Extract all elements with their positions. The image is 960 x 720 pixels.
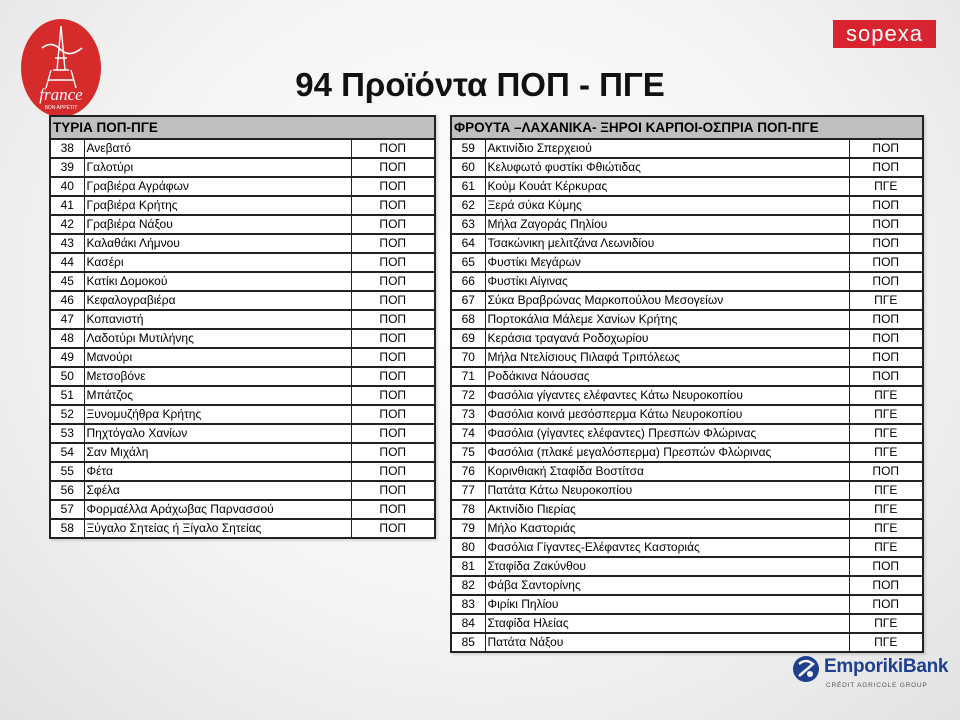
cheese-num-cell: 39 xyxy=(50,158,84,177)
produce-row xyxy=(451,500,923,519)
cheese-type-cell: ΠΟΠ xyxy=(351,424,435,443)
produce-name-cell: Ακτινίδιο Σπερχειού xyxy=(485,139,849,158)
produce-type-cell: ΠΟΠ xyxy=(849,367,923,386)
cheese-name-cell: Φέτα xyxy=(84,462,351,481)
cheese-name-cell: Μανούρι xyxy=(84,348,351,367)
cheese-name-cell: Ξύγαλο Σητείας ή Ξίγαλο Σητείας xyxy=(84,519,351,538)
produce-num-cell: 65 xyxy=(451,253,485,272)
produce-num-cell: 82 xyxy=(451,576,485,595)
produce-num-cell: 75 xyxy=(451,443,485,462)
cheese-row xyxy=(50,367,435,386)
produce-row xyxy=(451,291,923,310)
produce-type-cell: ΠΟΠ xyxy=(849,329,923,348)
produce-row xyxy=(451,595,923,614)
produce-row xyxy=(451,633,923,652)
cheese-name-cell: Ανεβατό xyxy=(84,139,351,158)
produce-num-cell: 67 xyxy=(451,291,485,310)
cheese-name-cell: Λαδοτύρι Μυτιλήνης xyxy=(84,329,351,348)
produce-num-cell: 66 xyxy=(451,272,485,291)
produce-num-cell: 81 xyxy=(451,557,485,576)
sopexa-logo: sopexa xyxy=(833,20,936,48)
cheese-name-cell: Γαλοτύρι xyxy=(84,158,351,177)
produce-type-cell: ΠΟΠ xyxy=(849,253,923,272)
produce-row xyxy=(451,348,923,367)
cheese-name-cell: Ξυνομυζήθρα Κρήτης xyxy=(84,405,351,424)
produce-name-cell: Κούμ Κουάτ Κέρκυρας xyxy=(485,177,849,196)
cheese-name-cell: Γραβιέρα Κρήτης xyxy=(84,196,351,215)
cheese-type-cell: ΠΟΠ xyxy=(351,310,435,329)
produce-num-cell: 61 xyxy=(451,177,485,196)
cheese-num-cell: 55 xyxy=(50,462,84,481)
produce-type-cell: ΠΓΕ xyxy=(849,386,923,405)
produce-num-cell: 69 xyxy=(451,329,485,348)
cheese-num-cell: 48 xyxy=(50,329,84,348)
cheese-row xyxy=(50,519,435,538)
produce-type-cell: ΠΓΕ xyxy=(849,177,923,196)
cheese-type-cell: ΠΟΠ xyxy=(351,196,435,215)
cheese-type-cell: ΠΟΠ xyxy=(351,215,435,234)
produce-num-cell: 83 xyxy=(451,595,485,614)
page-title: 94 Προϊόντα ΠΟΠ - ΠΓΕ xyxy=(295,66,665,103)
cheese-name-cell: Σαν Μιχάλη xyxy=(84,443,351,462)
produce-type-cell: ΠΓΕ xyxy=(849,291,923,310)
cheese-num-cell: 56 xyxy=(50,481,84,500)
produce-row xyxy=(451,519,923,538)
produce-type-cell: ΠΓΕ xyxy=(849,424,923,443)
cheese-name-cell: Μετσοβόνε xyxy=(84,367,351,386)
produce-name-cell: Φασόλια (πλακέ μεγαλόσπερμα) Πρεσπών Φλώρινας xyxy=(485,443,849,462)
france-logo-subtext: BON APPÉTIT xyxy=(44,105,78,111)
cheese-num-cell: 46 xyxy=(50,291,84,310)
produce-name-cell: Κορινθιακή Σταφίδα Βοστίτσα xyxy=(485,462,849,481)
produce-num-cell: 71 xyxy=(451,367,485,386)
cheese-type-cell: ΠΟΠ xyxy=(351,481,435,500)
produce-row xyxy=(451,215,923,234)
produce-row xyxy=(451,177,923,196)
cheese-name-cell: Σφέλα xyxy=(84,481,351,500)
cheese-table xyxy=(49,115,436,539)
produce-name-cell: Φασόλια (γίγαντες ελέφαντες) Πρεσπών Φλώρινας xyxy=(485,424,849,443)
cheese-name-cell: Κατίκι Δομοκού xyxy=(84,272,351,291)
produce-row xyxy=(451,386,923,405)
produce-name-cell: Πορτοκάλια Μάλεμε Χανίων Κρήτης xyxy=(485,310,849,329)
cheese-num-cell: 40 xyxy=(50,177,84,196)
produce-name-cell: Κελυφωτό φυστίκι Φθιώτιδας xyxy=(485,158,849,177)
cheese-num-cell: 41 xyxy=(50,196,84,215)
produce-name-cell: Μήλο Καστοριάς xyxy=(485,519,849,538)
produce-type-cell: ΠΓΕ xyxy=(849,481,923,500)
cheese-row xyxy=(50,386,435,405)
cheese-row xyxy=(50,139,435,158)
produce-num-cell: 74 xyxy=(451,424,485,443)
produce-type-cell: ΠΓΕ xyxy=(849,519,923,538)
france-logo-text: france xyxy=(39,85,83,104)
cheese-type-cell: ΠΟΠ xyxy=(351,405,435,424)
produce-row xyxy=(451,576,923,595)
produce-num-cell: 60 xyxy=(451,158,485,177)
produce-type-cell: ΠΓΕ xyxy=(849,614,923,633)
cheese-name-cell: Κοπανιστή xyxy=(84,310,351,329)
cheese-num-cell: 54 xyxy=(50,443,84,462)
produce-num-cell: 70 xyxy=(451,348,485,367)
produce-name-cell: Φυστίκι Μεγάρων xyxy=(485,253,849,272)
produce-name-cell: Πατάτα Κάτω Νευροκοπίου xyxy=(485,481,849,500)
cheese-num-cell: 43 xyxy=(50,234,84,253)
produce-row xyxy=(451,367,923,386)
produce-table-header-row xyxy=(451,116,923,139)
produce-num-cell: 68 xyxy=(451,310,485,329)
cheese-num-cell: 49 xyxy=(50,348,84,367)
produce-row xyxy=(451,253,923,272)
cheese-row xyxy=(50,424,435,443)
cheese-num-cell: 45 xyxy=(50,272,84,291)
produce-name-cell: Σταφίδα Ζακύνθου xyxy=(485,557,849,576)
cheese-name-cell: Καλαθάκι Λήμνου xyxy=(84,234,351,253)
produce-row xyxy=(451,614,923,633)
produce-type-cell: ΠΟΠ xyxy=(849,158,923,177)
cheese-name-cell: Μπάτζος xyxy=(84,386,351,405)
cheese-type-cell: ΠΟΠ xyxy=(351,443,435,462)
cheese-table-header-row xyxy=(50,116,435,139)
cheese-type-cell: ΠΟΠ xyxy=(351,253,435,272)
cheese-row xyxy=(50,500,435,519)
produce-num-cell: 72 xyxy=(451,386,485,405)
cheese-name-cell: Πηχτόγαλο Χανίων xyxy=(84,424,351,443)
produce-row xyxy=(451,538,923,557)
produce-num-cell: 77 xyxy=(451,481,485,500)
cheese-type-cell: ΠΟΠ xyxy=(351,272,435,291)
cheese-name-cell: Φορμαέλλα Αράχωβας Παρνασσού xyxy=(84,500,351,519)
cheese-type-cell: ΠΟΠ xyxy=(351,367,435,386)
cheese-type-cell: ΠΟΠ xyxy=(351,234,435,253)
produce-row xyxy=(451,272,923,291)
cheese-row xyxy=(50,462,435,481)
produce-table-header: ΦΡΟΥΤΑ –ΛΑΧΑΝΙΚΑ- ΞΗΡΟΙ ΚΑΡΠΟΙ-ΟΣΠΡΙΑ ΠΟΠ-ΠΓΕ xyxy=(451,116,923,139)
cheese-num-cell: 42 xyxy=(50,215,84,234)
cheese-type-cell: ΠΟΠ xyxy=(351,329,435,348)
cheese-type-cell: ΠΟΠ xyxy=(351,500,435,519)
cheese-type-cell: ΠΟΠ xyxy=(351,519,435,538)
produce-name-cell: Φιρίκι Πηλίου xyxy=(485,595,849,614)
cheese-num-cell: 44 xyxy=(50,253,84,272)
produce-row xyxy=(451,557,923,576)
produce-row xyxy=(451,158,923,177)
cheese-name-cell: Κασέρι xyxy=(84,253,351,272)
cheese-num-cell: 52 xyxy=(50,405,84,424)
produce-type-cell: ΠΟΠ xyxy=(849,310,923,329)
produce-type-cell: ΠΟΠ xyxy=(849,139,923,158)
cheese-row xyxy=(50,310,435,329)
cheese-num-cell: 47 xyxy=(50,310,84,329)
produce-name-cell: Ξερά σύκα Κύμης xyxy=(485,196,849,215)
cheese-name-cell: Γραβιέρα Αγράφων xyxy=(84,177,351,196)
produce-num-cell: 64 xyxy=(451,234,485,253)
produce-num-cell: 59 xyxy=(451,139,485,158)
cheese-row xyxy=(50,291,435,310)
produce-type-cell: ΠΟΠ xyxy=(849,215,923,234)
cheese-row xyxy=(50,481,435,500)
produce-type-cell: ΠΓΕ xyxy=(849,443,923,462)
cheese-type-cell: ΠΟΠ xyxy=(351,462,435,481)
produce-num-cell: 63 xyxy=(451,215,485,234)
produce-row xyxy=(451,196,923,215)
cheese-num-cell: 38 xyxy=(50,139,84,158)
produce-name-cell: Τσακώνικη μελιτζάνα Λεωνιδίου xyxy=(485,234,849,253)
produce-name-cell: Φάβα Σαντορίνης xyxy=(485,576,849,595)
cheese-row xyxy=(50,196,435,215)
produce-type-cell: ΠΓΕ xyxy=(849,405,923,424)
produce-num-cell: 73 xyxy=(451,405,485,424)
produce-type-cell: ΠΟΠ xyxy=(849,462,923,481)
cheese-type-cell: ΠΟΠ xyxy=(351,386,435,405)
produce-num-cell: 62 xyxy=(451,196,485,215)
cheese-num-cell: 53 xyxy=(50,424,84,443)
cheese-row xyxy=(50,443,435,462)
produce-name-cell: Φασόλια γίγαντες ελέφαντες Κάτω Νευροκοπίου xyxy=(485,386,849,405)
cheese-type-cell: ΠΟΠ xyxy=(351,348,435,367)
cheese-type-cell: ΠΟΠ xyxy=(351,139,435,158)
produce-row xyxy=(451,424,923,443)
produce-num-cell: 78 xyxy=(451,500,485,519)
produce-name-cell: Σταφίδα Ηλείας xyxy=(485,614,849,633)
produce-type-cell: ΠΟΠ xyxy=(849,234,923,253)
cheese-row xyxy=(50,158,435,177)
produce-type-cell: ΠΟΠ xyxy=(849,576,923,595)
produce-row xyxy=(451,405,923,424)
cheese-table-header: ΤΥΡΙΑ ΠΟΠ-ΠΓΕ xyxy=(50,116,435,139)
produce-name-cell: Φασόλια Γίγαντες-Ελέφαντες Καστοριάς xyxy=(485,538,849,557)
produce-row xyxy=(451,329,923,348)
cheese-row xyxy=(50,234,435,253)
cheese-type-cell: ΠΟΠ xyxy=(351,158,435,177)
produce-num-cell: 79 xyxy=(451,519,485,538)
cheese-row xyxy=(50,272,435,291)
produce-row xyxy=(451,481,923,500)
produce-num-cell: 85 xyxy=(451,633,485,652)
produce-type-cell: ΠΟΠ xyxy=(849,196,923,215)
cheese-type-cell: ΠΟΠ xyxy=(351,177,435,196)
produce-table xyxy=(450,115,924,653)
produce-row xyxy=(451,139,923,158)
cheese-row xyxy=(50,215,435,234)
cheese-row xyxy=(50,253,435,272)
produce-num-cell: 76 xyxy=(451,462,485,481)
produce-name-cell: Ροδάκινα Νάουσας xyxy=(485,367,849,386)
produce-type-cell: ΠΟΠ xyxy=(849,272,923,291)
produce-type-cell: ΠΓΕ xyxy=(849,633,923,652)
cheese-name-cell: Γραβιέρα Νάξου xyxy=(84,215,351,234)
produce-num-cell: 84 xyxy=(451,614,485,633)
produce-type-cell: ΠΟΠ xyxy=(849,595,923,614)
cheese-num-cell: 50 xyxy=(50,367,84,386)
cheese-num-cell: 51 xyxy=(50,386,84,405)
produce-type-cell: ΠΟΠ xyxy=(849,557,923,576)
cheese-row xyxy=(50,348,435,367)
produce-row xyxy=(451,443,923,462)
produce-name-cell: Πατάτα Νάξου xyxy=(485,633,849,652)
produce-name-cell: Σύκα Βραβρώνας Μαρκοπούλου Μεσογείων xyxy=(485,291,849,310)
produce-type-cell: ΠΟΠ xyxy=(849,348,923,367)
produce-name-cell: Μήλα Ζαγοράς Πηλίου xyxy=(485,215,849,234)
emporiki-bank-name: EmporikiBank xyxy=(824,656,949,677)
cheese-num-cell: 57 xyxy=(50,500,84,519)
emporiki-bank-subtitle: CRÉDIT AGRICOLE GROUP xyxy=(826,682,928,689)
produce-type-cell: ΠΓΕ xyxy=(849,500,923,519)
produce-row xyxy=(451,310,923,329)
produce-num-cell: 80 xyxy=(451,538,485,557)
produce-name-cell: Μήλα Ντελίσιους Πιλαφά Τριπόλεως xyxy=(485,348,849,367)
cheese-row xyxy=(50,405,435,424)
cheese-num-cell: 58 xyxy=(50,519,84,538)
produce-row xyxy=(451,234,923,253)
produce-type-cell: ΠΓΕ xyxy=(849,538,923,557)
cheese-type-cell: ΠΟΠ xyxy=(351,291,435,310)
cheese-name-cell: Κεφαλογραβιέρα xyxy=(84,291,351,310)
produce-name-cell: Ακτινίδιο Πιερίας xyxy=(485,500,849,519)
produce-name-cell: Φασόλια κοινά μεσόσπερμα Κάτω Νευροκοπίου xyxy=(485,405,849,424)
cheese-row xyxy=(50,329,435,348)
cheese-row xyxy=(50,177,435,196)
produce-name-cell: Φυστίκι Αίγινας xyxy=(485,272,849,291)
produce-row xyxy=(451,462,923,481)
produce-name-cell: Κεράσια τραγανά Ροδοχωρίου xyxy=(485,329,849,348)
